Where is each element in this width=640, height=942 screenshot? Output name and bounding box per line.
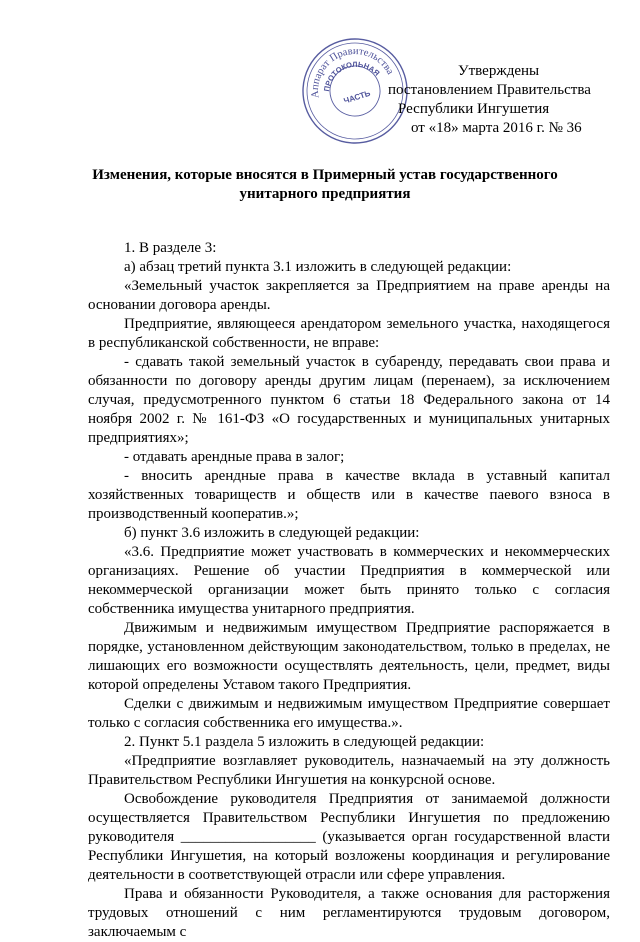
paragraph: б) пункт 3.6 изложить в следующей редакции: bbox=[124, 525, 420, 541]
stamp-inner-text: ПРОТОКОЛЬНАЯ bbox=[321, 59, 382, 93]
paragraph: Сделки с движимым и недвижимым имуществом Предприятие совершает только с согласия собственника его имущества.». bbox=[88, 696, 610, 731]
paragraph: Движимым и недвижимым имуществом Предприятие распоряжается в порядке, установленном действующим законодательством, только в пределах, не лишающих его возможности осуществлять деятельность, цели, предмет, виды которой определены Уставом такого Предприятия. bbox=[88, 620, 610, 693]
paragraph: «Земельный участок закрепляется за Предприятием на праве аренды на основании договора аренды. bbox=[88, 278, 610, 313]
approval-line: Утверждены bbox=[458, 63, 540, 79]
paragraph: Освобождение руководителя Предприятия от занимаемой должности осуществляется Правительством Республики Ингушетия по предложению руководителя __________________ (указывается орган государственной власти Республики Ингушетия, на который возложены координация и регулирование деятельности в соответствующей отрасли или сфере управления. bbox=[88, 791, 610, 883]
stamp-center-text: ЧАСТЬ bbox=[342, 88, 372, 106]
paragraph: 1. В разделе 3: bbox=[124, 240, 217, 256]
paragraph: «Предприятие возглавляет руководитель, назначаемый на эту должность Правительством Республики Ингушетия на конкурсной основе. bbox=[88, 753, 610, 788]
document-title: Изменения, которые вносятся в Примерный устав государственного унитарного предприятия bbox=[92, 167, 558, 202]
paragraph: Права и обязанности Руководителя, а также основания для расторжения трудовых отношений с ним регламентируются трудовым договором, заключаемым с bbox=[88, 886, 610, 940]
approval-date-line: от «18» марта 2016 г. № 36 bbox=[411, 120, 582, 136]
paragraph: а) абзац третий пункта 3.1 изложить в следующей редакции: bbox=[124, 259, 512, 275]
approval-block bbox=[378, 62, 610, 138]
paragraph: - вносить арендные права в качестве вклада в уставный капитал хозяйственных товариществ и обществ или в качестве паевого взноса в производственный кооператив.»; bbox=[88, 468, 610, 522]
paragraph: Предприятие, являющееся арендатором земельного участка, находящегося в республиканской собственности, не вправе: bbox=[88, 316, 610, 351]
approval-line: Республики Ингушетия bbox=[398, 101, 550, 117]
paragraph: «3.6. Предприятие может участвовать в коммерческих и некоммерческих организациях. Решение об участии Предприятия в коммерческой или некоммерческой организации может быть принято только с согласия собственника имущества унитарного предприятия. bbox=[88, 544, 610, 617]
approval-line: постановлением Правительства bbox=[388, 82, 591, 98]
document-body bbox=[88, 239, 610, 942]
stamp-outer-text: Аппарат Правительства bbox=[309, 45, 396, 99]
paragraph: - отдавать арендные права в залог; bbox=[124, 449, 345, 465]
paragraph: - сдавать такой земельный участок в субаренду, передавать свои права и обязанности по договору аренды другим лицам (перенаем), за исключением случая, предусмотренного пунктом 6 статьи 18 Федерального закона от 14 ноября 2002 г. № 161-ФЗ «О государственных и муниципальных унитарных предприятиях»; bbox=[88, 354, 610, 446]
paragraph: 2. Пункт 5.1 раздела 5 изложить в следующей редакции: bbox=[124, 734, 485, 750]
